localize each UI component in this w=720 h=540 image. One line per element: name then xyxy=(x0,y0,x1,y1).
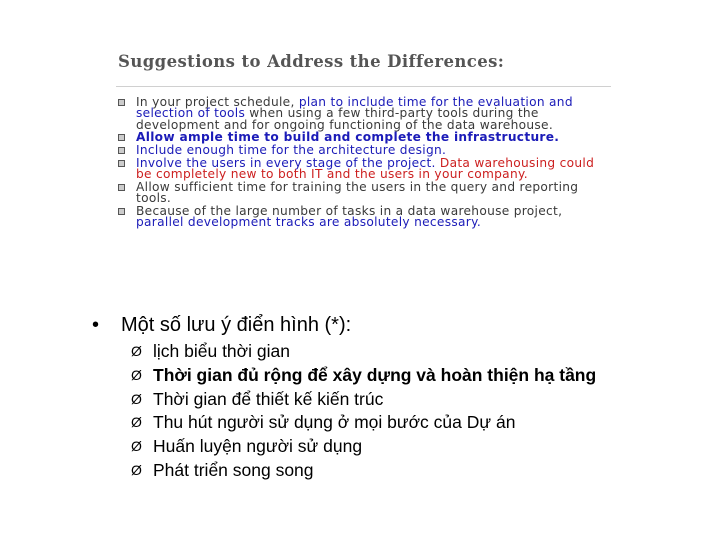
sub-bullet-item xyxy=(131,435,596,459)
main-bullet xyxy=(92,314,351,337)
sub-bullet-list xyxy=(131,340,596,483)
square-bullet-icon xyxy=(118,134,125,141)
arrow-bullet-icon: Ø xyxy=(131,343,142,359)
bullet-dot-icon: • xyxy=(92,314,100,336)
sub-bullet-text: Huấn luyện người sử dụng xyxy=(153,436,363,457)
image-title: Suggestions to Address the Differences: xyxy=(118,52,505,71)
arrow-bullet-icon: Ø xyxy=(131,390,142,407)
suggestion-item xyxy=(116,145,613,156)
suggestion-item xyxy=(116,132,613,143)
sub-bullet-text: Thu hút người sử dụng ở mọi bước của Dự án xyxy=(153,412,516,433)
image-divider xyxy=(116,86,611,87)
suggestion-item xyxy=(116,155,613,182)
suggestions-image xyxy=(108,42,613,298)
suggestion-text: parallel development tracks are absolutely necessary. xyxy=(136,215,482,230)
sub-bullet-text: lịch biểu thời gian xyxy=(153,341,290,361)
suggestion-text: Data warehousing could be completely new to both IT and the users in your company. xyxy=(136,155,595,182)
square-bullet-icon xyxy=(118,99,125,106)
sub-bullet-item xyxy=(131,340,596,364)
sub-bullet-text: Thời gian để thiết kế kiến trúc xyxy=(153,388,384,409)
suggestion-item xyxy=(116,206,613,229)
sub-bullet-item xyxy=(131,388,596,412)
square-bullet-icon xyxy=(118,208,125,215)
arrow-bullet-icon: Ø xyxy=(131,366,142,383)
suggestion-text: plan to include time for the evaluation and selection of tools xyxy=(136,95,573,121)
suggestion-text: when using a few third-party tools during the development and for ongoing functioning of the data warehouse. xyxy=(136,106,554,132)
suggestion-text: Allow sufficient time for training the users in the query and reporting tools. xyxy=(136,180,579,206)
arrow-bullet-icon: Ø xyxy=(131,414,142,431)
sub-bullet-text: Thời gian đủ rộng để xây dựng và hoàn thiện hạ tầng xyxy=(153,364,597,385)
suggestion-item xyxy=(116,97,613,131)
square-bullet-icon xyxy=(118,184,125,191)
sub-bullet-item xyxy=(131,411,596,435)
suggestion-text: Allow ample time to build and complete the infrastructure. xyxy=(136,130,560,145)
arrow-bullet-icon: Ø xyxy=(131,438,142,455)
main-bullet-text: Một số lưu ý điển hình (*): xyxy=(121,314,352,336)
sub-bullet-text: Phát triển song song xyxy=(153,459,314,480)
square-bullet-icon xyxy=(118,160,125,167)
suggestion-item xyxy=(116,182,613,205)
sub-bullet-item xyxy=(131,364,596,388)
suggestion-text: Include enough time for the architecture design. xyxy=(136,143,447,158)
sub-bullet-item xyxy=(131,459,596,483)
suggestion-text: Involve the users in every stage of the project. xyxy=(136,155,440,170)
suggestion-text: Because of the large number of tasks in a data warehouse project, xyxy=(136,204,563,219)
suggestions-list xyxy=(116,97,613,230)
arrow-bullet-icon: Ø xyxy=(131,461,142,478)
suggestion-text: In your project schedule, xyxy=(136,95,299,109)
square-bullet-icon xyxy=(118,147,125,154)
